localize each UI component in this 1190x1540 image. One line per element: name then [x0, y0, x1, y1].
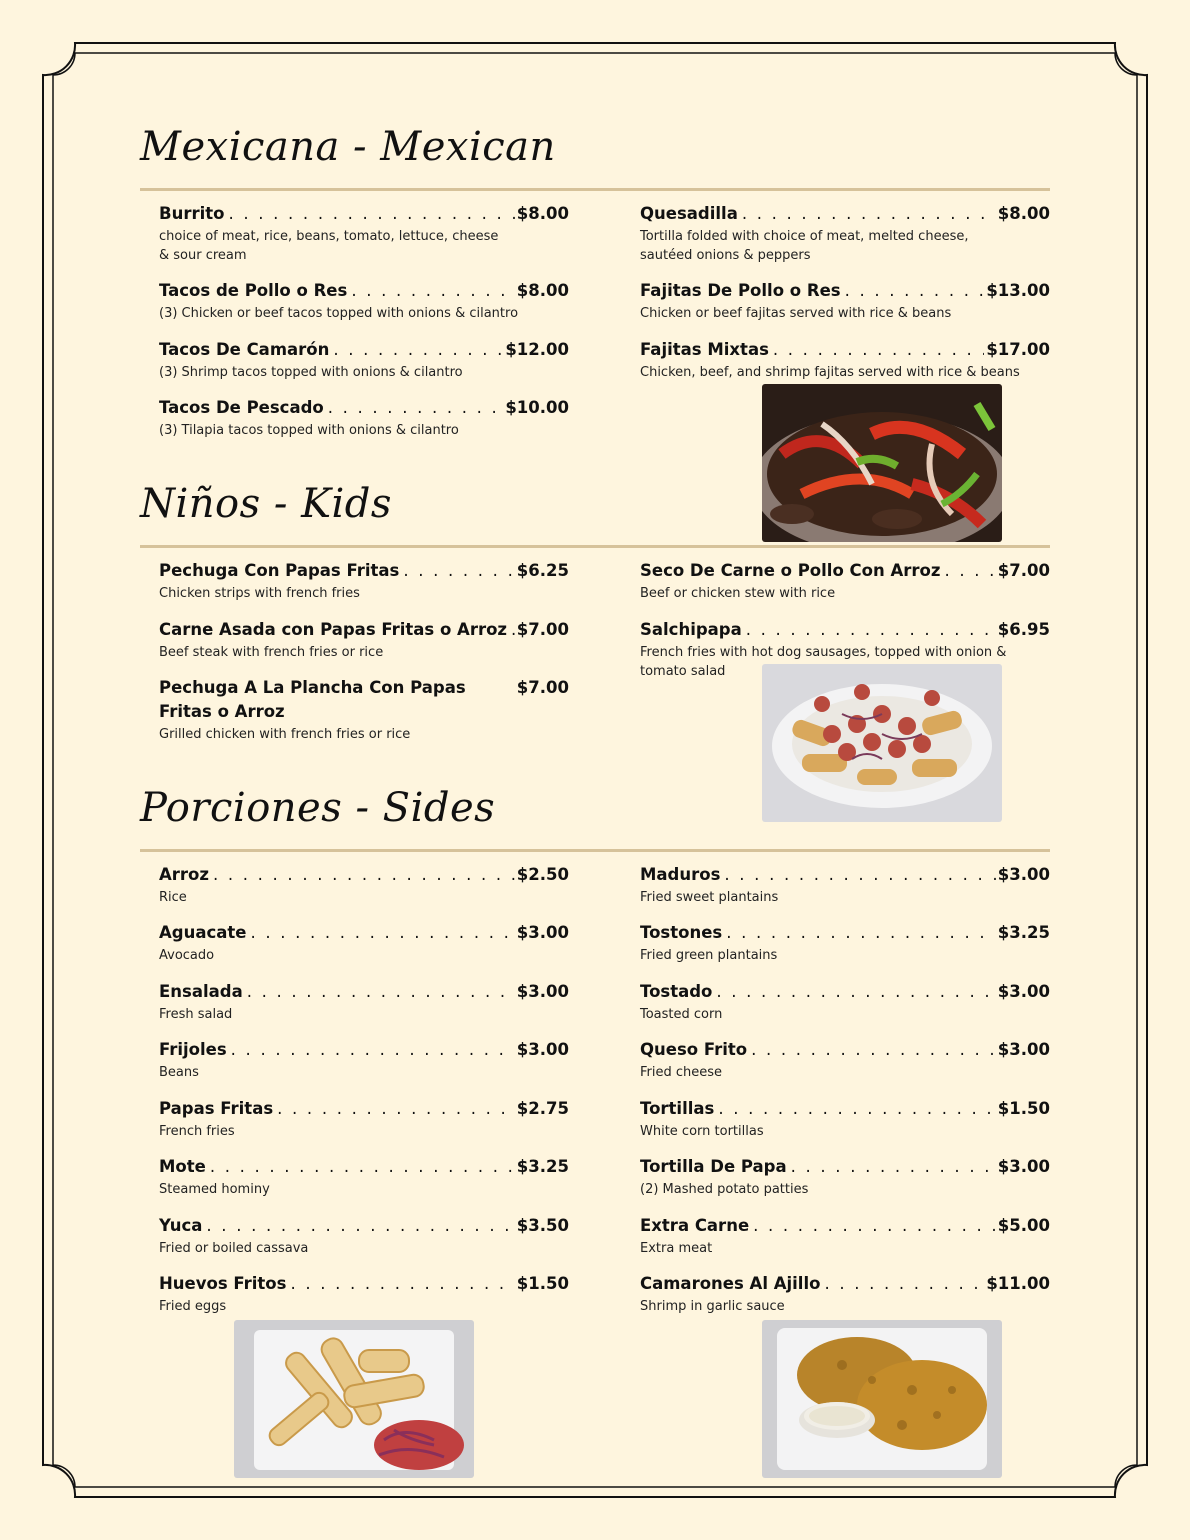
item-description: Chicken or beef fajitas served with rice & beans [640, 306, 952, 321]
item-name: Yuca [159, 1216, 203, 1235]
item-name: Extra Carne [640, 1216, 750, 1235]
item-description: Fresh salad [159, 1007, 233, 1022]
item-description: Fried cheese [640, 1065, 723, 1080]
item-price: $12.00 [505, 340, 569, 359]
item-name: Tacos De Pescado [159, 398, 324, 417]
item-name: Aguacate [159, 923, 247, 942]
item-price: $3.00 [997, 865, 1050, 884]
menu-item-camarones-ajillo [640, 1272, 1050, 1316]
item-name: Maduros [640, 865, 721, 884]
item-name: Queso Frito [640, 1040, 748, 1059]
item-description: Toasted corn [640, 1007, 723, 1022]
item-name: Tostado [640, 982, 713, 1001]
menu-item-tacos-pescado [159, 396, 569, 440]
dot-leader [277, 1097, 515, 1121]
item-name: Arroz [159, 865, 209, 884]
dot-leader [742, 202, 996, 226]
section-divider [140, 545, 1050, 548]
dot-leader [724, 863, 995, 887]
dot-leader [753, 1214, 996, 1238]
menu-item-frijoles [159, 1038, 569, 1082]
dot-leader [845, 279, 985, 303]
item-price: $17.00 [986, 340, 1050, 359]
menu-item-tortillas [640, 1097, 1050, 1141]
item-name: Tortilla De Papa [640, 1157, 787, 1176]
item-description: Extra meat [640, 1241, 713, 1256]
item-price: $3.00 [516, 982, 569, 1001]
item-description: Fried green plantains [640, 948, 778, 963]
menu-item-seco-carne-pollo [640, 559, 1050, 603]
dot-leader [333, 338, 503, 362]
item-price: $7.00 [516, 620, 569, 639]
item-name: Camarones Al Ajillo [640, 1274, 821, 1293]
item-price: $2.75 [516, 1099, 569, 1118]
menu-item-queso-frito [640, 1038, 1050, 1082]
menu-item-fajitas-mixtas [640, 338, 1050, 382]
menu-item-tostado [640, 980, 1050, 1024]
menu-item-yuca [159, 1214, 569, 1258]
section-title-mexican: Mexicana - Mexican [140, 124, 556, 170]
item-description: Fried eggs [159, 1299, 227, 1314]
item-description: (3) Tilapia tacos topped with onions & cilantro [159, 423, 459, 438]
dot-leader [290, 1272, 514, 1296]
item-description: Tortilla folded with choice of meat, melted cheese, sautéed onions & peppers [640, 229, 969, 263]
menu-item-carne-asada [159, 618, 569, 662]
item-description: (2) Mashed potato patties [640, 1182, 809, 1197]
section-divider [140, 849, 1050, 852]
dot-leader [403, 559, 514, 583]
salchipapa-photo [762, 664, 1002, 822]
item-price: $3.50 [516, 1216, 569, 1235]
dot-leader [206, 1214, 514, 1238]
item-price: $6.95 [997, 620, 1050, 639]
menu-item-papas-fritas [159, 1097, 569, 1141]
menu-item-pechuga-papas [159, 559, 569, 603]
item-price: $7.00 [997, 561, 1050, 580]
item-name: Tostones [640, 923, 723, 942]
menu-item-burrito [159, 202, 569, 265]
item-description: Chicken, beef, and shrimp fajitas served with rice & beans [640, 365, 1020, 380]
item-price: $3.00 [516, 1040, 569, 1059]
item-price: $11.00 [986, 1274, 1050, 1293]
menu-item-huevos-fritos [159, 1272, 569, 1316]
dot-leader [351, 279, 514, 303]
item-price: $2.50 [516, 865, 569, 884]
item-price: $3.00 [997, 1157, 1050, 1176]
menu-item-fajitas-pollo-res [640, 279, 1050, 323]
item-price: $1.50 [516, 1274, 569, 1293]
dot-leader [791, 1155, 996, 1179]
item-price: $8.00 [997, 204, 1050, 223]
menu-item-tortilla-papa [640, 1155, 1050, 1199]
item-description: Beans [159, 1065, 199, 1080]
tortilla-de-papa-photo [762, 1320, 1002, 1478]
item-description: Fried sweet plantains [640, 890, 779, 905]
dot-leader [746, 618, 996, 642]
item-description: Beef steak with french fries or rice [159, 645, 384, 660]
item-name: Frijoles [159, 1040, 227, 1059]
item-price: $3.25 [997, 923, 1050, 942]
item-name: Mote [159, 1157, 206, 1176]
item-name: Fajitas De Pollo o Res [640, 281, 841, 300]
item-name: Fajitas Mixtas [640, 340, 769, 359]
item-description: Beef or chicken stew with rice [640, 586, 836, 601]
item-name: Papas Fritas [159, 1099, 274, 1118]
item-name: Burrito [159, 204, 225, 223]
dot-leader [718, 1097, 995, 1121]
item-description: White corn tortillas [640, 1124, 764, 1139]
item-name: Tacos De Camarón [159, 340, 330, 359]
menu-item-extra-carne [640, 1214, 1050, 1258]
menu-item-pechuga-plancha [159, 676, 569, 744]
item-price: $8.00 [516, 204, 569, 223]
dot-leader [213, 863, 515, 887]
item-price: $7.00 [516, 678, 569, 697]
item-name: Pechuga Con Papas Fritas [159, 561, 400, 580]
item-price: $8.00 [516, 281, 569, 300]
item-description: Fried or boiled cassava [159, 1241, 309, 1256]
item-description: French fries [159, 1124, 235, 1139]
menu-item-tostones [640, 921, 1050, 965]
menu-item-quesadilla [640, 202, 1050, 265]
item-price: $3.00 [997, 982, 1050, 1001]
item-name: Seco De Carne o Pollo Con Arroz [640, 561, 941, 580]
dot-leader [726, 921, 996, 945]
menu-item-ensalada [159, 980, 569, 1024]
item-description: Steamed hominy [159, 1182, 270, 1197]
item-name: Salchipapa [640, 620, 742, 639]
fajitas-photo [762, 384, 1002, 542]
dot-leader [210, 1155, 515, 1179]
item-name: Pechuga A La Plancha Con Papas Fritas o Arroz [159, 678, 466, 721]
item-name: Quesadilla [640, 204, 738, 223]
item-description: (3) Shrimp tacos topped with onions & cilantro [159, 365, 463, 380]
menu-item-tacos-pollo-res [159, 279, 569, 323]
item-name: Ensalada [159, 982, 243, 1001]
item-price: $3.00 [516, 923, 569, 942]
item-description: Rice [159, 890, 187, 905]
menu-item-arroz [159, 863, 569, 907]
dot-leader [751, 1038, 996, 1062]
item-name: Carne Asada con Papas Fritas o Arroz [159, 620, 508, 639]
item-description: Grilled chicken with french fries or rice [159, 727, 411, 742]
item-description: (3) Chicken or beef tacos topped with onions & cilantro [159, 306, 519, 321]
dot-leader [228, 202, 514, 226]
menu-item-maduros [640, 863, 1050, 907]
item-description: French fries with hot dog sausages, topped with onion & tomato salad [640, 645, 1007, 679]
item-price: $10.00 [505, 398, 569, 417]
section-title-kids: Niños - Kids [140, 481, 392, 527]
item-description: Shrimp in garlic sauce [640, 1299, 785, 1314]
item-name: Tortillas [640, 1099, 715, 1118]
item-price: $3.00 [997, 1040, 1050, 1059]
item-price: $13.00 [986, 281, 1050, 300]
yuca-photo [234, 1320, 474, 1478]
dot-leader [231, 1038, 515, 1062]
dot-leader [716, 980, 995, 1004]
item-price: $6.25 [516, 561, 569, 580]
menu-item-mote [159, 1155, 569, 1199]
menu-item-tacos-camaron [159, 338, 569, 382]
dot-leader [773, 338, 984, 362]
item-price: $5.00 [997, 1216, 1050, 1235]
dot-leader [824, 1272, 984, 1296]
dot-leader [250, 921, 514, 945]
item-name: Tacos de Pollo o Res [159, 281, 348, 300]
dot-leader [944, 559, 995, 583]
item-name: Huevos Fritos [159, 1274, 287, 1293]
section-title-sides: Porciones - Sides [140, 785, 496, 831]
menu-item-aguacate [159, 921, 569, 965]
item-description: Chicken strips with french fries [159, 586, 360, 601]
item-price: $3.25 [516, 1157, 569, 1176]
item-description: Avocado [159, 948, 215, 963]
dot-leader [247, 980, 515, 1004]
item-price: $1.50 [997, 1099, 1050, 1118]
item-description: choice of meat, rice, beans, tomato, lettuce, cheese & sour cream [159, 229, 499, 263]
dot-leader [328, 396, 504, 420]
section-divider [140, 188, 1050, 191]
